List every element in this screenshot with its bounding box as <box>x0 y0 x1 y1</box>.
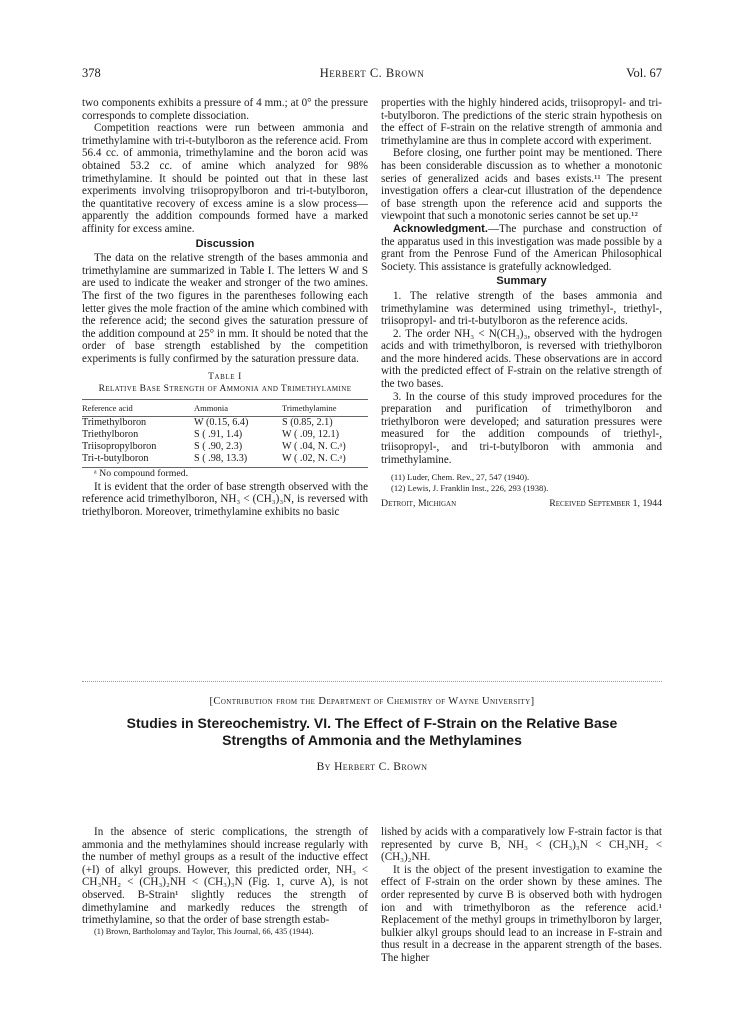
reference: (11) Luder, Chem. Rev., 27, 547 (1940). <box>391 472 530 483</box>
table-title: Relative Base Strength of Ammonia and Trimethylamine <box>98 384 352 395</box>
acknowledgment-text: —The purchase and construction of the apparatus used in this investigation was made possible by a grant from the Penrose Fund of the American Philosophical Society. This assistance is gratefully acknowledged. <box>381 222 662 273</box>
volume-label: Vol. 67 <box>626 66 662 80</box>
discussion-heading: Discussion <box>195 237 255 250</box>
summary-item: 1. The relative strength of the bases ammonia and trimethylamine was determined using trimethyl-, triethyl-, triisopropyl- and tri-t-butylboron as the reference acids. <box>381 289 662 328</box>
article-title-line: Strengths of Ammonia and the Methylamines <box>222 732 522 748</box>
paragraph: properties with the highly hindered acids, triisopropyl- and tri-t-butylboron. The predictions of the steric strain hypothesis on the effect of F-strain on the relative strength of ammonia and trimethylamine are thus in complete accord with experiment. <box>381 97 662 147</box>
article-title-line: Studies in Stereochemistry. VI. The Effect of F-Strain on the Relative Base <box>126 715 618 731</box>
paragraph: Before closing, one further point may be mentioned. There has been considerable discussion as to whether a monotonic series of generalized acids and bases exists.¹¹ The present investigation offers a clear-cut illustration of the dependence of base strength upon the reference acid and supports the viewpoint that such a monotonic series cannot be set up.¹² <box>381 147 662 223</box>
paragraph: In the absence of steric complications, the strength of ammonia and the methylamines should increase regularly with the number of methyl groups as a result of the inductive effect (+I) of alkyl groups. However, this predicted order, NH₃ < CH₃NH₂ < (CH₃)₂NH < (CH₃)₃N (Fig. 1, curve A), is not observed. B-Strain¹ slightly reduces the strength of dimethylamine and markedly reduces the strength of trimethylamine, so that the order of base strength estab- <box>82 826 368 927</box>
upper-left-column <box>82 97 368 518</box>
table-cell: Triisopropylboron <box>82 441 157 453</box>
table-cell: S ( .90, 2.3) <box>194 441 243 453</box>
paragraph: two components exhibits a pressure of 4 mm.; at 0° the pressure corresponds to complete dissociation. <box>82 97 368 122</box>
table-header: Trimethylamine <box>282 400 368 417</box>
table-row <box>82 429 368 441</box>
running-head: Herbert C. Brown <box>319 66 425 80</box>
reference: (12) Lewis, J. Franklin Inst., 226, 293 (1938). <box>391 483 549 494</box>
table-cell: Triethylboron <box>82 429 139 441</box>
table-row <box>82 441 368 453</box>
table-row <box>82 453 368 468</box>
paragraph: It is evident that the order of base strength observed with the reference acid trimethylboron, NH₃ < (CH₃)₃N, is reversed with triethylboron. Moreover, trimethylamine exhibits no basic <box>82 480 368 518</box>
paragraph: It is the object of the present investigation to examine the effect of F-strain on the order shown by these amines. The order represented by curve B is observed both with hydrogen ion and with trimethylboron as the reference acid.¹ Replacement of the methyl groups in trimethylboron by larger, bulkier alkyl groups should lead to an increase in F-strain and thus result in a decrease in the apparent strength of the bases. The higher <box>381 863 662 964</box>
contribution-line: [Contribution from the Department of Chemistry of Wayne University] <box>209 696 535 707</box>
table-footnote: ᵃ No compound formed. <box>94 468 189 480</box>
byline: By Herbert C. Brown <box>316 761 428 773</box>
references <box>381 472 662 494</box>
table-row <box>82 417 368 430</box>
page-number: 378 <box>82 66 101 80</box>
table-header: Reference acid <box>82 400 194 417</box>
lower-left-column <box>82 826 368 937</box>
signature-line <box>381 498 662 511</box>
lower-right-column <box>381 826 662 965</box>
table-cell: W ( .09, 12.1) <box>282 429 339 441</box>
base-strength-table <box>82 399 368 468</box>
table-cell: Trimethylboron <box>82 417 147 429</box>
summary-item: 2. The order NH₃ < N(CH₃)₃, observed with the hydrogen acids and with trimethylboron, is reversed with triethylboron and the more hindered acids. These observations are in accord with the predicted effect of F-strain on the relative strength of the two bases. <box>381 327 662 391</box>
acknowledgment-paragraph <box>381 223 662 273</box>
location: Detroit, Michigan <box>381 498 457 510</box>
acknowledgment-heading: Acknowledgment. <box>393 222 488 235</box>
received-date: Received September 1, 1944 <box>549 498 662 510</box>
summary-heading: Summary <box>496 275 547 288</box>
summary-item: 3. In the course of this study improved procedures for the preparation and purification of trimethylboron and triethylboron were developed; and saturation pressures were measured for the addition compounds of triethyl-, triisopropyl-, and tri-t-butylboron with ammonia and trimethylamine. <box>381 390 662 466</box>
article-title <box>82 715 662 749</box>
table-cell: W (0.15, 6.4) <box>194 417 249 429</box>
table-cell: Tri-t-butylboron <box>82 453 194 468</box>
article-divider <box>82 681 662 682</box>
footnote: (1) Brown, Bartholomay and Taylor, This Journal, 66, 435 (1944). <box>94 926 314 936</box>
paragraph: Competition reactions were run between ammonia and trimethylamine with tri-t-butylboron as the reference acid. From 56.4 cc. of ammonia, trimethylamine and the boron acid was obtained 53.2 cc. of amine which analyzed for 98% trimethylamine. It should be pointed out that in these last experiments involving triisopropylboron and tri-t-butylboron, the quantitative recovery of excess amine is a slow process—apparently the addition compounds formed have a marked affinity for excess amine. <box>82 122 368 235</box>
paragraph: lished by acids with a comparatively low F-strain factor is that represented by curve B, NH₃ < (CH₃)₃N < CH₃NH₂ < (CH₃)₂NH. <box>381 826 662 864</box>
table-cell: W ( .02, N. C.ᵃ) <box>282 453 368 468</box>
table-cell: S ( .98, 13.3) <box>194 453 282 468</box>
upper-right-column <box>381 97 662 511</box>
table-header: Ammonia <box>194 400 282 417</box>
paragraph: The data on the relative strength of the bases ammonia and trimethylamine are summarized in Table I. The letters W and S are used to indicate the weaker and stronger of the two amines. The first of the two figures in the parentheses following each letter gives the mole fraction of the amine which combined with the reference acid; the second gives the saturation pressure of the addition compound at 25° in mm. It should be noted that the order of base strength established by the competition experiments is fully confirmed by the saturation pressure data. <box>82 252 368 365</box>
table-cell: S (0.85, 2.1) <box>282 417 333 429</box>
table-cell: W ( .04, N. C.ᵃ) <box>282 441 346 453</box>
page-header <box>82 66 662 82</box>
table-cell: S ( .91, 1.4) <box>194 429 243 441</box>
table-header-row <box>82 400 368 417</box>
table-caption: Table I <box>208 372 242 383</box>
